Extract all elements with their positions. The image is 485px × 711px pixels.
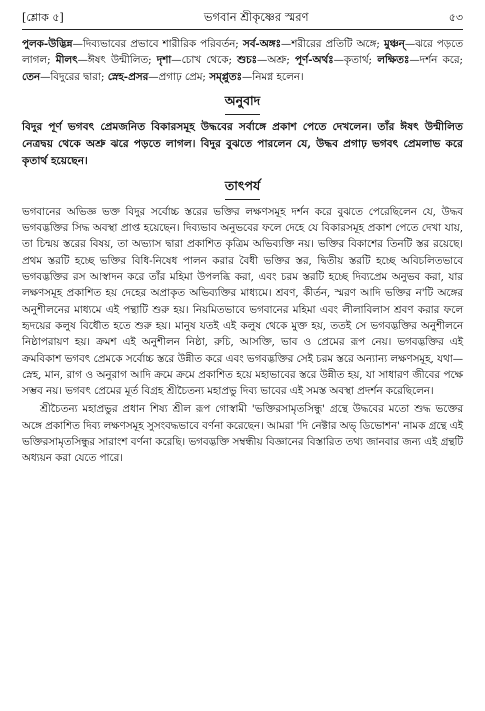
gloss-entry: সর্ব-অঙ্গঃ—শরীরের প্রতিটি অঙ্গে; [242,38,380,50]
word-glossary [22,36,463,85]
verse-reference: [শ্লোক ৫] [22,10,64,24]
purport-body [22,204,463,467]
gloss-entry: স্নেহ-প্রসর—প্রগাঢ় প্রেম; [107,70,206,83]
gloss-entry: তেন—বিদুরের দ্বারা; [22,70,105,83]
gloss-entry: পূর্ণ-অর্থঃ—কৃতার্থ; [295,54,372,67]
header-divider [22,29,463,30]
gloss-entry: মুঞ্চন্—ঝরে পড়তে লাগল; [22,38,463,67]
purport-heading: তাৎপর্য [22,178,463,200]
translation-heading: অনুবাদ [22,93,463,115]
running-header [22,8,463,28]
gloss-entry: লক্ষিতঃ—দর্শন করে; [377,54,463,67]
gloss-entry: পুলক-উদ্ভিন্ন—দিব্যভাবের প্রভাবে শারীরিক পরিবর্তন; [22,38,239,50]
gloss-entry: শুচঃ—অশ্রু; [237,54,290,67]
translation-text: বিদুর পূর্ণ ভগবৎ প্রেমজনিত বিকারসমূহ উদ্ধবের সর্বাঙ্গে প্রকাশ পেতে দেখলেন। তাঁর ঈষৎ উন্মীলিত নেত্রদ্বয় থেকে অশ্রু ঝরে পড়তে লাগল। বিদুর বুঝতে পারলেন যে, উদ্ধব প্রগাঢ় ভগবৎ প্রেমলাভ করে কৃতার্থ হয়েছেন। [22,120,463,167]
purport-paragraph: শ্রীচৈতন্য মহাপ্রভুর প্রধান শিষ্য শ্রীল রূপ গোস্বামী 'ভক্তিরসামৃতসিন্ধু' গ্রন্থে উদ্ধবের মতো শুদ্ধ ভক্তের অঙ্গে প্রকাশিত দিব্য লক্ষণসমূহ সুসংবদ্ধভাবে বর্ণনা করেছেন। আমরা 'দি নেক্টার অভ্ ডিভোশন' নামক গ্রন্থে এই ভক্তিরসামৃতসিন্ধুর সারাংশ বর্ণনা করেছি। ভগবদ্ভক্তি সম্বন্ধীয় বিজ্ঞানের বিস্তারিত তথ্য জানবার জন্য এই গ্রন্থটি অধ্যয়ন করা যেতে পারে। [22,403,463,465]
gloss-entry: মীলৎ—ঈষৎ উন্মীলিত; [55,54,152,67]
gloss-entry: সম্প্লুতঃ—নিমগ্ন হলেন। [209,70,304,83]
purport-paragraph: ভগবানের অভিজ্ঞ ভক্ত বিদুর সর্বোচ্চ স্তরের ভক্তির লক্ষণসমূহ দর্শন করে বুঝতে পেরেছিলেন যে, উদ্ধব ভগবদ্ভক্তির সিদ্ধ অবস্থা প্রাপ্ত হয়েছেন। দিব্যভাব অনুভবের ফলে দেহে যে বিকারসমূহ প্রকাশ পেতে দেখা যায়, তা চিন্ময় স্তরের বিষয়, তা অভ্যাস দ্বারা প্রকাশিত কৃত্রিম অভিব্যক্তি নয়। ভক্তির বিকাশের তিনটি স্তর রয়েছে। প্রথম স্তরটি হচ্ছে ভক্তির বিধি-নিষেধ পালন করার বৈধী ভক্তির স্তর, দ্বিতীয় স্তরটি হচ্ছে অবিচলিতভাবে ভগবদ্ভক্তির রস আস্বাদন করে তাঁর মহিমা উপলব্ধি করা, এবং চরম স্তরটি হচ্ছে দিব্যপ্রেম অনুভব করা, যার লক্ষণসমূহ প্রকাশিত হয় দেহের অপ্রাকৃত অভিব্যক্তির মাধ্যমে। শ্রবণ, কীর্তন, স্মরণ আদি ভক্তির ন'টি অঙ্গের অনুশীলনের মাধ্যমে এই পন্থাটি শুরু হয়। নিয়মিতভাবে ভগবানের মহিমা এবং লীলাবিলাস শ্রবণ করার ফলে হৃদয়ের কলুষ বিধৌত হতে শুরু হয়। মানুষ যতই এই কলুষ থেকে মুক্ত হয়, ততই সে ভগবদ্ভক্তির অনুশীলনে নিষ্ঠাপরায়ণ হয়। ক্রমশ এই অনুশীলন নিষ্ঠা, রুচি, আসক্তি, ভাব ও প্রেমের রূপ নেয়। ভগবদ্ভক্তির এই ক্রমবিকাশ ভগবৎ প্রেমকে সর্বোচ্চ স্তরে উন্নীত করে এবং ভগবদ্ভক্তির সেই চরম স্তরে অন্যান্য লক্ষণসমূহ, যথা—স্নেহ, মান, রাগ ও অনুরাগ আদি ক্রমে ক্রমে প্রকাশিত হয়ে মহাভাবের স্তরে উন্নীত হয়, যা সাধারণ জীবের পক্ষে সম্ভব নয়। ভগবৎ প্রেমের মূর্ত বিগ্রহ শ্রীচৈতন্য মহাপ্রভু দিব্য ভাবের এই সমস্ত অবস্থা প্রদর্শন করেছিলেন। [22,205,463,398]
gloss-entry: দৃশা—চোখ থেকে; [156,54,232,67]
chapter-title: ভগবান শ্রীকৃষ্ণের স্মরণ [203,9,309,24]
page-number: ৫৩ [448,10,463,24]
